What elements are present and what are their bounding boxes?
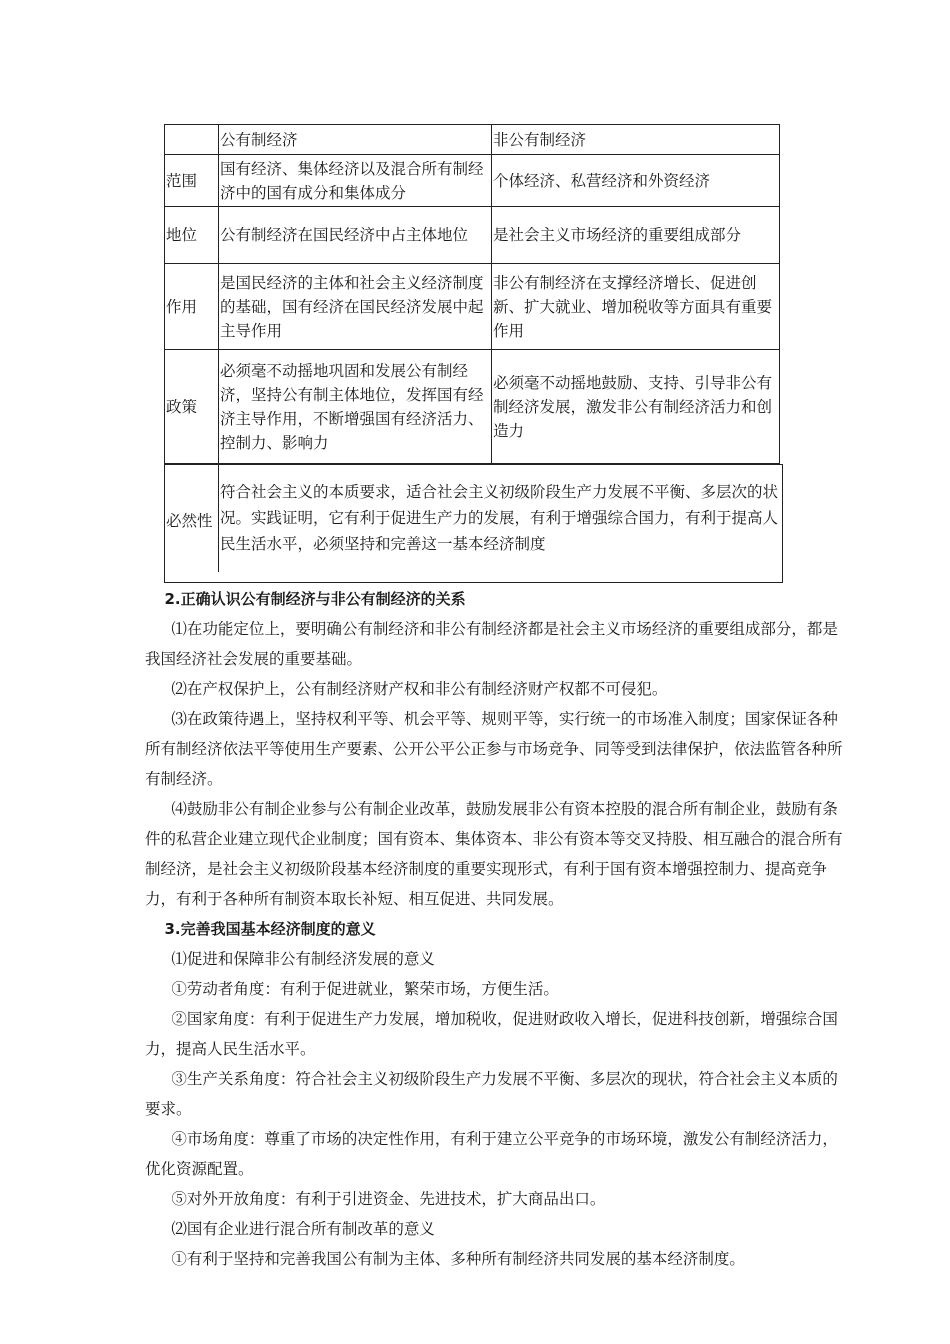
body-text	[145, 584, 845, 1274]
nonpublic-cell: 是社会主义市场经济的重要组成部分	[492, 207, 780, 264]
paragraph: ⑶在政策待遇上，坚持权利平等、机会平等、规则平等，实行统一的市场准入制度；国家保证各种所有制经济依法平等使用生产要素、公开公平公正参与市场竞争、同等受到法律保护，依法监管各种所有制经济。	[145, 710, 843, 788]
table-row-necessity	[164, 464, 783, 583]
paragraph: ③生产关系角度：符合社会主义初级阶段生产力发展不平衡、多层次的现状，符合社会主义本质的要求。	[145, 1070, 838, 1118]
comparison-table	[164, 124, 780, 464]
nonpublic-cell: 个体经济、私营经济和外资经济	[492, 155, 780, 207]
table-row-scope	[165, 155, 780, 207]
paragraph: ⑴促进和保障非公有制经济发展的意义	[171, 950, 435, 968]
necessity-cell: 符合社会主义的本质要求，适合社会主义初级阶段生产力发展不平衡、多层次的状况。实践证明，它有利于促进生产力的发展，有利于增强综合国力，有利于提高人民生活水平，必须坚持和完善这一基本经济制度	[220, 483, 779, 553]
public-cell: 是国民经济的主体和社会主义经济制度的基础，国有经济在国民经济发展中起主导作用	[219, 264, 492, 350]
header-cell-nonpublic: 非公有制经济	[492, 125, 780, 155]
public-cell: 国有经济、集体经济以及混合所有制经济中的国有成分和集体成分	[219, 155, 492, 207]
section-heading: 3.完善我国基本经济制度的意义	[164, 920, 376, 938]
paragraph: ②国家角度：有利于促进生产力发展，增加税收，促进财政收入增长，促进科技创新，增强综合国力，提高人民生活水平。	[145, 1010, 838, 1058]
public-cell: 必须毫不动摇地巩固和发展公有制经济，坚持公有制主体地位，发挥国有经济主导作用，不断增强国有经济活力、控制力、影响力	[219, 350, 492, 464]
paragraph: ①劳动者角度：有利于促进就业，繁荣市场，方便生活。	[171, 980, 559, 998]
row-label: 政策	[165, 350, 219, 464]
public-cell: 公有制经济在国民经济中占主体地位	[219, 207, 492, 264]
table-row-role	[165, 264, 780, 350]
paragraph: ④市场角度：尊重了市场的决定性作用，有利于建立公平竞争的市场环境，激发公有制经济活力，优化资源配置。	[145, 1130, 838, 1178]
row-label: 作用	[165, 264, 219, 350]
section-heading: 2.正确认识公有制经济与非公有制经济的关系	[164, 590, 466, 608]
nonpublic-cell: 必须毫不动摇地鼓励、支持、引导非公有制经济发展，激发非公有制经济活力和创造力	[492, 350, 780, 464]
paragraph: ①有利于坚持和完善我国公有制为主体、多种所有制经济共同发展的基本经济制度。	[171, 1250, 745, 1268]
table-row-policy	[165, 350, 780, 464]
table-row-status	[165, 207, 780, 264]
nonpublic-cell: 非公有制经济在支撑经济增长、促进创新、扩大就业、增加税收等方面具有重要作用	[492, 264, 780, 350]
paragraph: ⑷鼓励非公有制企业参与公有制企业改革，鼓励发展非公有资本控股的混合所有制企业，鼓励有条件的私营企业建立现代企业制度；国有资本、集体资本、非公有资本等交叉持股、相互融合的混合所有制经济，是社会主义初级阶段基本经济制度的重要实现形式，有利于国有资本增强控制力、提高竞争力，有利于各种所有制资本取长补短、相互促进、共同发展。	[145, 800, 843, 908]
paragraph: ⑴在功能定位上，要明确公有制经济和非公有制经济都是社会主义市场经济的重要组成部分，都是我国经济社会发展的重要基础。	[145, 620, 838, 668]
row-label: 必然性	[166, 512, 213, 530]
paragraph: ⑤对外开放角度：有利于引进资金、先进技术，扩大商品出口。	[171, 1190, 606, 1208]
row-label: 范围	[165, 155, 219, 207]
paragraph: ⑵在产权保护上，公有制经济财产权和非公有制经济财产权都不可侵犯。	[171, 680, 668, 698]
cell-divider	[218, 465, 219, 572]
paragraph: ⑵国有企业进行混合所有制改革的意义	[171, 1220, 435, 1238]
table-header-row	[165, 125, 780, 155]
header-cell-public: 公有制经济	[219, 125, 492, 155]
row-label: 地位	[165, 207, 219, 264]
header-cell-blank	[165, 125, 219, 155]
